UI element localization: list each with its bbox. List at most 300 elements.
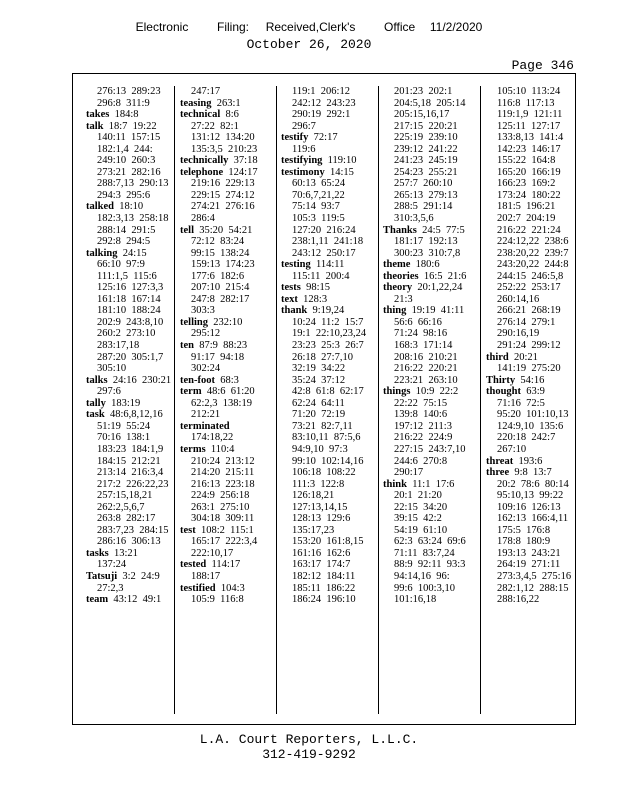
index-continuation: [86, 352, 174, 364]
index-refs: 265:13 279:13: [394, 189, 458, 201]
index-refs: 19:1 22:10,23,24: [292, 328, 367, 340]
index-refs: 87:9 88:23: [199, 340, 248, 352]
index-refs: 24:15: [122, 247, 147, 259]
index-continuation: [486, 502, 576, 514]
index-continuation: [281, 363, 378, 375]
index-refs: 48:6 61:20: [206, 386, 255, 398]
index-entry: [180, 109, 276, 121]
index-refs: 286:16 306:13: [97, 536, 161, 548]
index-entry: [383, 479, 480, 491]
index-word: terminated: [180, 420, 230, 432]
index-refs: 292:8 294:5: [97, 236, 151, 248]
index-refs: 257:15,18,21: [97, 490, 153, 502]
index-refs: 202:9 243:8,10: [97, 316, 164, 328]
index-continuation: [86, 386, 174, 398]
filing-stamp-date: 11/2/2020: [429, 20, 483, 34]
index-refs: 175:5 176:8: [497, 524, 551, 536]
index-refs: 252:22 253:17: [497, 282, 561, 294]
index-refs: 10:9 22:2: [415, 386, 459, 398]
index-continuation: [383, 155, 480, 167]
filing-stamp-electronic: Electronic: [135, 20, 189, 34]
index-refs: 95:20 101:10,13: [497, 409, 569, 421]
index-continuation: [383, 375, 480, 387]
index-continuation: [486, 86, 576, 98]
index-continuation: [486, 421, 576, 433]
index-continuation: [86, 583, 174, 595]
index-refs: 128:3: [303, 293, 328, 305]
index-continuation: [86, 559, 174, 571]
index-refs: 133:8,13 141:4: [497, 132, 564, 144]
index-refs: 83:10,11 87:5,6: [292, 432, 361, 444]
index-refs: 222:10,17: [191, 547, 234, 559]
index-refs: 105:9 116:8: [191, 594, 244, 606]
index-refs: 243:20,22 244:8: [497, 259, 569, 271]
index-word: thought: [486, 386, 522, 398]
index-refs: 131:12 134:20: [191, 132, 255, 144]
index-continuation: [281, 340, 378, 352]
index-refs: 303:3: [191, 305, 215, 317]
index-continuation: [281, 375, 378, 387]
index-continuation: [486, 409, 576, 421]
index-refs: 186:24 196:10: [292, 594, 356, 606]
index-refs: 257:7 260:10: [394, 178, 453, 190]
index-word: tests: [281, 282, 301, 294]
index-entry: [383, 225, 480, 237]
index-refs: 10:24 11:2 15:7: [292, 316, 364, 328]
index-refs: 217:2 226:22,23: [97, 478, 169, 490]
index-word: Thirty: [486, 374, 516, 386]
index-refs: 208:16 210:21: [394, 351, 458, 363]
index-entry: [281, 155, 378, 167]
index-continuation: [383, 548, 480, 560]
index-entry: [486, 352, 576, 364]
index-continuation: [486, 190, 576, 202]
index-continuation: [180, 294, 276, 306]
index-entry: [86, 594, 174, 606]
index-refs: 197:12 211:3: [394, 420, 452, 432]
index-continuation: [281, 236, 378, 248]
index-continuation: [180, 132, 276, 144]
index-refs: 62:2,3 138:19: [191, 397, 252, 409]
index-refs: 288:5 291:14: [394, 201, 453, 213]
index-refs: 283:7,23 284:15: [97, 524, 169, 536]
index-refs: 210:24 213:12: [191, 455, 255, 467]
index-entry: [281, 167, 378, 179]
index-continuation: [383, 467, 480, 479]
index-refs: 14:15: [330, 166, 354, 178]
index-refs: 223:21 263:10: [394, 374, 458, 386]
index-continuation: [281, 386, 378, 398]
index-word: ten: [180, 340, 194, 352]
index-entry: [383, 282, 480, 294]
index-continuation: [383, 178, 480, 190]
index-entry: [486, 467, 576, 479]
index-continuation: [281, 559, 378, 571]
index-entry: [383, 271, 480, 283]
filing-stamp-office: Office: [384, 20, 416, 34]
index-refs: 224:9 256:18: [191, 490, 250, 502]
index-refs: 124:17: [228, 166, 258, 178]
index-continuation: [486, 432, 576, 444]
index-refs: 300:23 310:7,8: [394, 247, 461, 259]
index-word: threat: [486, 455, 514, 467]
index-refs: 288:7,13 290:13: [97, 178, 169, 190]
index-continuation: [281, 502, 378, 514]
index-continuation: [486, 213, 576, 225]
index-refs: 99:10 102:14,16: [292, 455, 364, 467]
index-refs: 241:23 245:19: [394, 155, 458, 167]
index-entry: [486, 386, 576, 398]
index-continuation: [383, 594, 480, 606]
index-refs: 249:10 260:3: [97, 155, 156, 167]
index-continuation: [281, 190, 378, 202]
index-refs: 70:6,7,21,22: [292, 189, 345, 201]
index-refs: 114:11: [316, 259, 345, 271]
index-entry: [180, 98, 276, 110]
index-refs: 213:14 216:3,4: [97, 467, 164, 479]
index-refs: 137:24: [97, 559, 127, 571]
index-refs: 202:7 204:19: [497, 213, 556, 225]
index-continuation: [383, 363, 480, 375]
index-continuation: [180, 467, 276, 479]
index-refs: 135:3,5 210:23: [191, 143, 258, 155]
index-refs: 66:10 97:9: [97, 259, 145, 271]
index-refs: 239:12 241:22: [394, 143, 458, 155]
index-continuation: [383, 525, 480, 537]
index-continuation: [86, 282, 174, 294]
index-refs: 16:5 21:6: [423, 270, 467, 282]
index-refs: 182:12 184:11: [292, 570, 356, 582]
index-word: talked: [86, 201, 115, 213]
index-refs: 110:4: [210, 443, 235, 455]
index-word: telephone: [180, 166, 224, 178]
index-continuation: [86, 317, 174, 329]
index-refs: 88:9 92:11 93:3: [394, 559, 466, 571]
index-continuation: [383, 167, 480, 179]
index-word: tally: [86, 397, 106, 409]
index-refs: 70:16 138:1: [97, 432, 151, 444]
index-refs: 166:23 169:2: [497, 178, 556, 190]
index-refs: 283:17,18: [97, 340, 140, 352]
index-continuation: [180, 456, 276, 468]
index-refs: 11:1 17:6: [412, 478, 455, 490]
index-continuation: [281, 467, 378, 479]
index-refs: 105:10 113:24: [497, 86, 561, 97]
index-refs: 216:22 221:24: [497, 224, 561, 236]
index-word: think: [383, 478, 407, 490]
index-refs: 184:15 212:21: [97, 455, 161, 467]
index-refs: 242:12 243:23: [292, 97, 356, 109]
index-continuation: [281, 432, 378, 444]
index-continuation: [383, 248, 480, 260]
index-word: teasing: [180, 97, 212, 109]
index-continuation: [486, 282, 576, 294]
index-word: tell: [180, 224, 194, 236]
index-refs: 99:15 138:24: [191, 247, 250, 259]
index-continuation: [486, 479, 576, 491]
index-continuation: [281, 421, 378, 433]
index-continuation: [86, 421, 174, 433]
index-refs: 108:2 115:1: [201, 524, 254, 536]
index-continuation: [180, 490, 276, 502]
index-refs: 163:17 174:7: [292, 559, 351, 571]
index-refs: 62:24 64:11: [292, 397, 345, 409]
index-continuation: [383, 456, 480, 468]
index-entry: [383, 305, 480, 317]
index-continuation: [383, 571, 480, 583]
index-refs: 288:16,22: [497, 594, 540, 606]
index-refs: 72:17: [313, 132, 338, 144]
index-continuation: [281, 352, 378, 364]
index-frame: [72, 73, 576, 725]
filing-stamp-filing: Filing:: [217, 20, 250, 34]
index-continuation: [281, 271, 378, 283]
index-entry: [486, 456, 576, 468]
index-continuation: [281, 121, 378, 133]
index-continuation: [486, 305, 576, 317]
index-word: three: [486, 467, 510, 479]
index-word: term: [180, 386, 202, 398]
index-refs: 98:15: [306, 282, 330, 294]
index-continuation: [180, 121, 276, 133]
index-refs: 184:8: [114, 109, 139, 121]
index-continuation: [180, 271, 276, 283]
index-refs: 104:3: [220, 582, 245, 594]
index-refs: 141:19 275:20: [497, 363, 561, 375]
index-refs: 111:1,5 115:6: [97, 270, 157, 282]
index-refs: 264:19 271:11: [497, 559, 561, 571]
index-refs: 262:2,5,6,7: [97, 501, 145, 513]
index-refs: 9:8 13:7: [514, 467, 552, 479]
index-refs: 173:24 180:22: [497, 189, 561, 201]
index-refs: 37:18: [233, 155, 258, 167]
index-continuation: [281, 225, 378, 237]
index-refs: 260:14,16: [497, 293, 540, 305]
index-refs: 153:20 161:8,15: [292, 536, 364, 548]
index-refs: 73:21 82:7,11: [292, 420, 353, 432]
index-refs: 95:10,13 99:22: [497, 490, 564, 502]
index-continuation: [486, 583, 576, 595]
index-entry: [180, 386, 276, 398]
index-entry: [281, 282, 378, 294]
index-entry: [180, 444, 276, 456]
index-word: testifying: [281, 155, 323, 167]
index-refs: 244:6 270:8: [394, 455, 448, 467]
index-entry: [180, 525, 276, 537]
index-word: testified: [180, 582, 216, 594]
index-word: text: [281, 293, 298, 305]
index-entry: [86, 571, 174, 583]
index-refs: 254:23 255:21: [394, 166, 458, 178]
index-refs: 183:19: [111, 397, 141, 409]
index-refs: 54:16: [520, 374, 545, 386]
index-continuation: [86, 178, 174, 190]
index-refs: 181:10 188:24: [97, 305, 161, 317]
index-refs: 94:14,16 96:: [394, 570, 450, 582]
index-continuation: [281, 513, 378, 525]
index-refs: 119:1 206:12: [292, 86, 350, 97]
index-refs: 27:22 82:1: [191, 120, 239, 132]
index-continuation: [383, 536, 480, 548]
index-continuation: [180, 363, 276, 375]
index-refs: 71:11 83:7,24: [394, 547, 455, 559]
index-refs: 19:19 41:11: [411, 305, 465, 317]
index-word: talking: [86, 247, 118, 259]
index-entry: [180, 340, 276, 352]
index-continuation: [486, 144, 576, 156]
index-refs: 232:10: [213, 316, 243, 328]
index-entry: [86, 375, 174, 387]
index-refs: 217:15 220:21: [394, 120, 458, 132]
index-entry: [180, 421, 276, 433]
index-refs: 247:8 282:17: [191, 293, 250, 305]
index-continuation: [86, 213, 174, 225]
index-refs: 310:3,5,6: [394, 213, 434, 225]
index-continuation: [281, 479, 378, 491]
index-refs: 106:18 108:22: [292, 467, 356, 479]
index-continuation: [486, 328, 576, 340]
index-refs: 63:9: [526, 386, 545, 398]
index-continuation: [180, 248, 276, 260]
index-continuation: [281, 248, 378, 260]
index-continuation: [180, 328, 276, 340]
filing-stamp-received: Received,Clerk's: [265, 20, 356, 34]
index-continuation: [486, 513, 576, 525]
index-refs: 20:21: [514, 351, 538, 363]
index-continuation: [383, 98, 480, 110]
index-refs: 116:8 117:13: [497, 97, 555, 109]
index-refs: 23:23 25:3 26:7: [292, 340, 364, 352]
index-continuation: [86, 225, 174, 237]
index-continuation: [486, 201, 576, 213]
index-refs: 165:20 166:19: [497, 166, 561, 178]
index-refs: 181:5 196:21: [497, 201, 556, 213]
index-refs: 39:15 42:2: [394, 513, 442, 525]
index-refs: 51:19 55:24: [97, 420, 151, 432]
index-refs: 91:17 94:18: [191, 351, 245, 363]
index-continuation: [383, 513, 480, 525]
index-word: theory: [383, 282, 413, 294]
index-refs: 219:16 229:13: [191, 178, 255, 190]
index-entry: [180, 225, 276, 237]
index-continuation: [86, 271, 174, 283]
index-refs: 128:13 129:6: [292, 513, 351, 525]
index-refs: 3:2 24:9: [122, 570, 160, 582]
index-word: technical: [180, 109, 221, 121]
index-refs: 229:15 274:12: [191, 189, 255, 201]
index-refs: 21:3: [394, 293, 413, 305]
index-word: talk: [86, 120, 104, 132]
index-continuation: [281, 178, 378, 190]
index-continuation: [281, 98, 378, 110]
index-column-2: [175, 86, 277, 714]
index-refs: 99:6 100:3,10: [394, 582, 455, 594]
index-refs: 266:21 268:19: [497, 305, 561, 317]
index-continuation: [383, 144, 480, 156]
index-continuation: [383, 583, 480, 595]
index-continuation: [86, 502, 174, 514]
index-continuation: [86, 363, 174, 375]
index-refs: 185:11 186:22: [292, 582, 356, 594]
index-column-4: [379, 86, 481, 714]
index-refs: 305:10: [97, 363, 127, 375]
index-refs: 247:17: [191, 86, 221, 97]
index-entry: [180, 559, 276, 571]
index-word: testing: [281, 259, 311, 271]
index-continuation: [383, 398, 480, 410]
index-continuation: [486, 132, 576, 144]
index-continuation: [281, 398, 378, 410]
index-refs: 273:3,4,5 275:16: [497, 570, 572, 582]
index-entry: [281, 132, 378, 144]
index-continuation: [383, 340, 480, 352]
index-continuation: [383, 421, 480, 433]
index-continuation: [86, 467, 174, 479]
index-refs: 216:13 223:18: [191, 478, 255, 490]
index-continuation: [383, 444, 480, 456]
index-refs: 297:6: [97, 386, 121, 398]
index-continuation: [86, 340, 174, 352]
index-word: Thanks: [383, 224, 417, 236]
index-refs: 263:8 282:17: [97, 513, 156, 525]
index-refs: 125:11 127:17: [497, 120, 561, 132]
index-continuation: [281, 536, 378, 548]
index-entry: [383, 386, 480, 398]
index-continuation: [86, 490, 174, 502]
index-refs: 244:15 246:5,8: [497, 270, 564, 282]
index-refs: 263:1 275:10: [191, 501, 250, 513]
index-refs: 260:2 273:10: [97, 328, 156, 340]
index-continuation: [281, 548, 378, 560]
index-continuation: [486, 248, 576, 260]
index-refs: 109:16 126:13: [497, 501, 561, 513]
index-continuation: [486, 121, 576, 133]
index-continuation: [281, 328, 378, 340]
index-refs: 214:20 215:11: [191, 467, 255, 479]
index-refs: 294:3 295:6: [97, 189, 151, 201]
index-entry: [86, 121, 174, 133]
index-refs: 162:13 166:4,11: [497, 513, 569, 525]
index-refs: 183:23 184:1,9: [97, 443, 164, 455]
index-continuation: [180, 409, 276, 421]
index-entry: [86, 109, 174, 121]
index-continuation: [383, 213, 480, 225]
index-word: thank: [281, 305, 308, 317]
index-refs: 119:10: [327, 155, 357, 167]
index-word: third: [486, 351, 509, 363]
index-refs: 111:3 122:8: [292, 478, 345, 490]
index-continuation: [281, 583, 378, 595]
index-entry: [180, 167, 276, 179]
index-continuation: [383, 502, 480, 514]
index-refs: 18:10: [119, 201, 144, 213]
index-continuation: [383, 432, 480, 444]
index-continuation: [86, 236, 174, 248]
index-refs: 224:12,22 238:6: [497, 236, 569, 248]
index-continuation: [180, 548, 276, 560]
index-refs: 243:12 250:17: [292, 247, 356, 259]
index-continuation: [383, 201, 480, 213]
index-continuation: [486, 548, 576, 560]
index-refs: 24:5 77:5: [422, 224, 465, 236]
index-continuation: [180, 201, 276, 213]
index-refs: 71:16 72:5: [497, 397, 545, 409]
index-entry: [281, 294, 378, 306]
index-continuation: [383, 352, 480, 364]
index-column-5: [481, 86, 576, 714]
index-continuation: [281, 409, 378, 421]
index-continuation: [180, 398, 276, 410]
